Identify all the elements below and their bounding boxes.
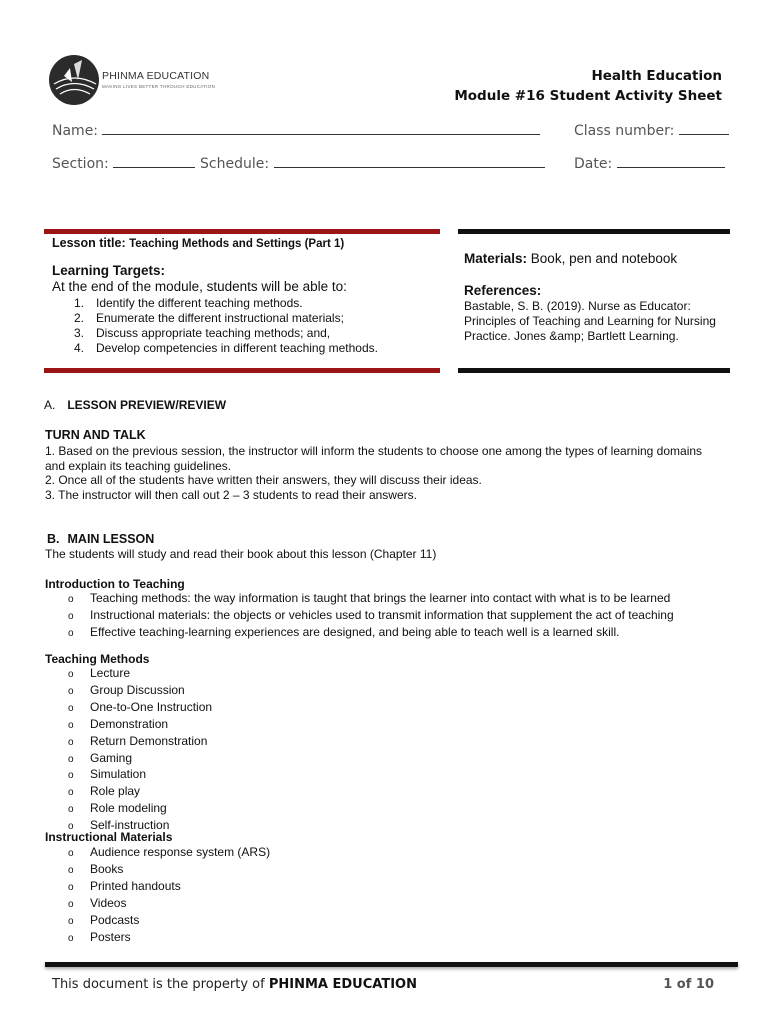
schedule-label: Schedule: [200, 156, 270, 172]
references-heading: References: [464, 283, 542, 298]
learning-targets-intro: At the end of the module, students will be able to: [52, 279, 347, 294]
bullet-icon: o [68, 932, 74, 944]
list-item: o Simulation [68, 767, 212, 784]
date-field[interactable] [574, 154, 725, 172]
list-item: 4. Develop competencies in different teaching methods. [74, 341, 378, 355]
list-item: o Role play [68, 784, 212, 801]
materials-label: Materials: [464, 251, 528, 266]
bullet-icon: o [68, 881, 74, 893]
turn-and-talk-body [45, 444, 725, 502]
section-b-heading [47, 532, 154, 546]
materials-line [464, 251, 677, 266]
class-number-blank[interactable] [679, 121, 729, 135]
footer-prefix: This document is the property of [52, 977, 265, 992]
phinma-logo [48, 54, 218, 106]
list-item: o Self-instruction [68, 818, 212, 835]
bullet-icon: o [68, 915, 74, 927]
bullet-icon: o [68, 770, 74, 782]
references-body: Bastable, S. B. (2019). Nurse as Educator: Principles of Teaching and Learning for Nursing Practice. Jones &amp; Bartlett Learning. [464, 299, 716, 343]
intro-teaching-list [68, 591, 674, 642]
section-b-title: MAIN LESSON [67, 532, 155, 546]
list-item: o Videos [68, 896, 270, 913]
turn-and-talk-item: 2. Once all of the students have written their answers, they will discuss their ideas. [45, 473, 482, 487]
section-b-letter: B. [47, 532, 60, 546]
list-item: o Teaching methods: the way information is taught that brings the learner into contact with what is to be learned [68, 591, 674, 608]
bullet-icon: o [68, 864, 74, 876]
phinma-globe-icon [48, 54, 100, 106]
bullet-icon: o [68, 753, 74, 765]
schedule-field[interactable] [200, 154, 545, 172]
instructional-materials-heading: Instructional Materials [45, 830, 173, 844]
bullet-icon: o [68, 610, 74, 622]
lesson-title-label: Lesson title: [52, 236, 126, 250]
bullet-icon: o [68, 685, 74, 697]
list-item: o Posters [68, 930, 270, 947]
intro-teaching-heading: Introduction to Teaching [45, 577, 185, 591]
list-item: o Books [68, 862, 270, 879]
list-item: o Role modeling [68, 801, 212, 818]
logo-name: PHINMA EDUCATION [102, 70, 210, 82]
section-label: Section: [52, 156, 109, 172]
name-label: Name: [52, 123, 99, 139]
section-blank[interactable] [113, 154, 195, 168]
footer-rule [45, 962, 738, 967]
bullet-icon: o [68, 821, 74, 833]
learning-targets-list [74, 296, 378, 356]
bullet-icon: o [68, 848, 74, 859]
date-blank[interactable] [617, 154, 725, 168]
bullet-icon: o [68, 736, 74, 748]
list-item: o Return Demonstration [68, 734, 212, 751]
date-label: Date: [574, 156, 613, 172]
materials-bottom-rule [458, 368, 730, 373]
footer-ownership [52, 977, 417, 992]
section-a-letter: A. [44, 398, 56, 412]
materials-value: Book, pen and notebook [530, 251, 678, 266]
logo-tagline: MAKING LIVES BETTER THROUGH EDUCATION [102, 84, 216, 89]
list-item: 2. Enumerate the different instructional materials; [74, 311, 344, 325]
turn-and-talk-heading: TURN AND TALK [45, 428, 146, 442]
teaching-methods-list [68, 666, 212, 835]
list-item: o Printed handouts [68, 879, 270, 896]
bullet-icon: o [68, 702, 74, 714]
class-number-field[interactable] [574, 121, 729, 139]
section-a-title: LESSON PREVIEW/REVIEW [67, 398, 227, 412]
list-item: o Lecture [68, 666, 212, 683]
list-item: o Effective teaching-learning experiences are designed, and being able to teach well is a learned skill. [68, 625, 674, 642]
name-field[interactable] [52, 121, 540, 139]
list-item: o One-to-One Instruction [68, 700, 212, 717]
list-item: 1. Identify the different teaching methods. [74, 296, 303, 310]
page-number: 1 of 10 [663, 977, 714, 992]
learning-targets-heading: Learning Targets: [52, 263, 166, 278]
name-blank[interactable] [102, 121, 540, 135]
bullet-icon: o [68, 719, 74, 731]
subject-title: Health Education [591, 68, 722, 84]
schedule-blank[interactable] [274, 154, 545, 168]
bullet-icon: o [68, 627, 74, 639]
turn-and-talk-item: 3. The instructor will then call out 2 – 3 students to read their answers. [45, 487, 417, 502]
bullet-icon: o [68, 594, 74, 605]
instructional-materials-list [68, 845, 270, 946]
lesson-top-rule [44, 229, 440, 234]
section-field[interactable] [52, 154, 195, 172]
list-item: o Gaming [68, 751, 212, 768]
lesson-title-value: Teaching Methods and Settings (Part 1) [129, 238, 345, 250]
lesson-title [52, 236, 344, 250]
section-a-heading [44, 398, 226, 412]
bullet-icon: o [68, 669, 74, 680]
materials-top-rule [458, 229, 730, 234]
class-number-label: Class number: [574, 123, 675, 139]
bullet-icon: o [68, 898, 74, 910]
list-item: o Podcasts [68, 913, 270, 930]
list-item: o Audience response system (ARS) [68, 845, 270, 862]
bullet-icon: o [68, 787, 74, 799]
bullet-icon: o [68, 804, 74, 816]
list-item: o Instructional materials: the objects or vehicles used to transmit information that supplement the act of teaching [68, 608, 674, 625]
lesson-bottom-rule [44, 368, 440, 373]
module-title: Module #16 Student Activity Sheet [454, 88, 722, 104]
header-titles [454, 66, 722, 106]
list-item: 3. Discuss appropriate teaching methods; and, [74, 326, 331, 340]
list-item: o Demonstration [68, 717, 212, 734]
list-item: o Group Discussion [68, 683, 212, 700]
turn-and-talk-item: 1. Based on the previous session, the instructor will inform the students to choose one among the types of learning domains and explain its teaching guidelines. [45, 444, 703, 473]
teaching-methods-heading: Teaching Methods [45, 652, 150, 666]
section-b-intro: The students will study and read their book about this lesson (Chapter 11) [45, 547, 437, 561]
footer-owner: PHINMA EDUCATION [268, 977, 417, 992]
